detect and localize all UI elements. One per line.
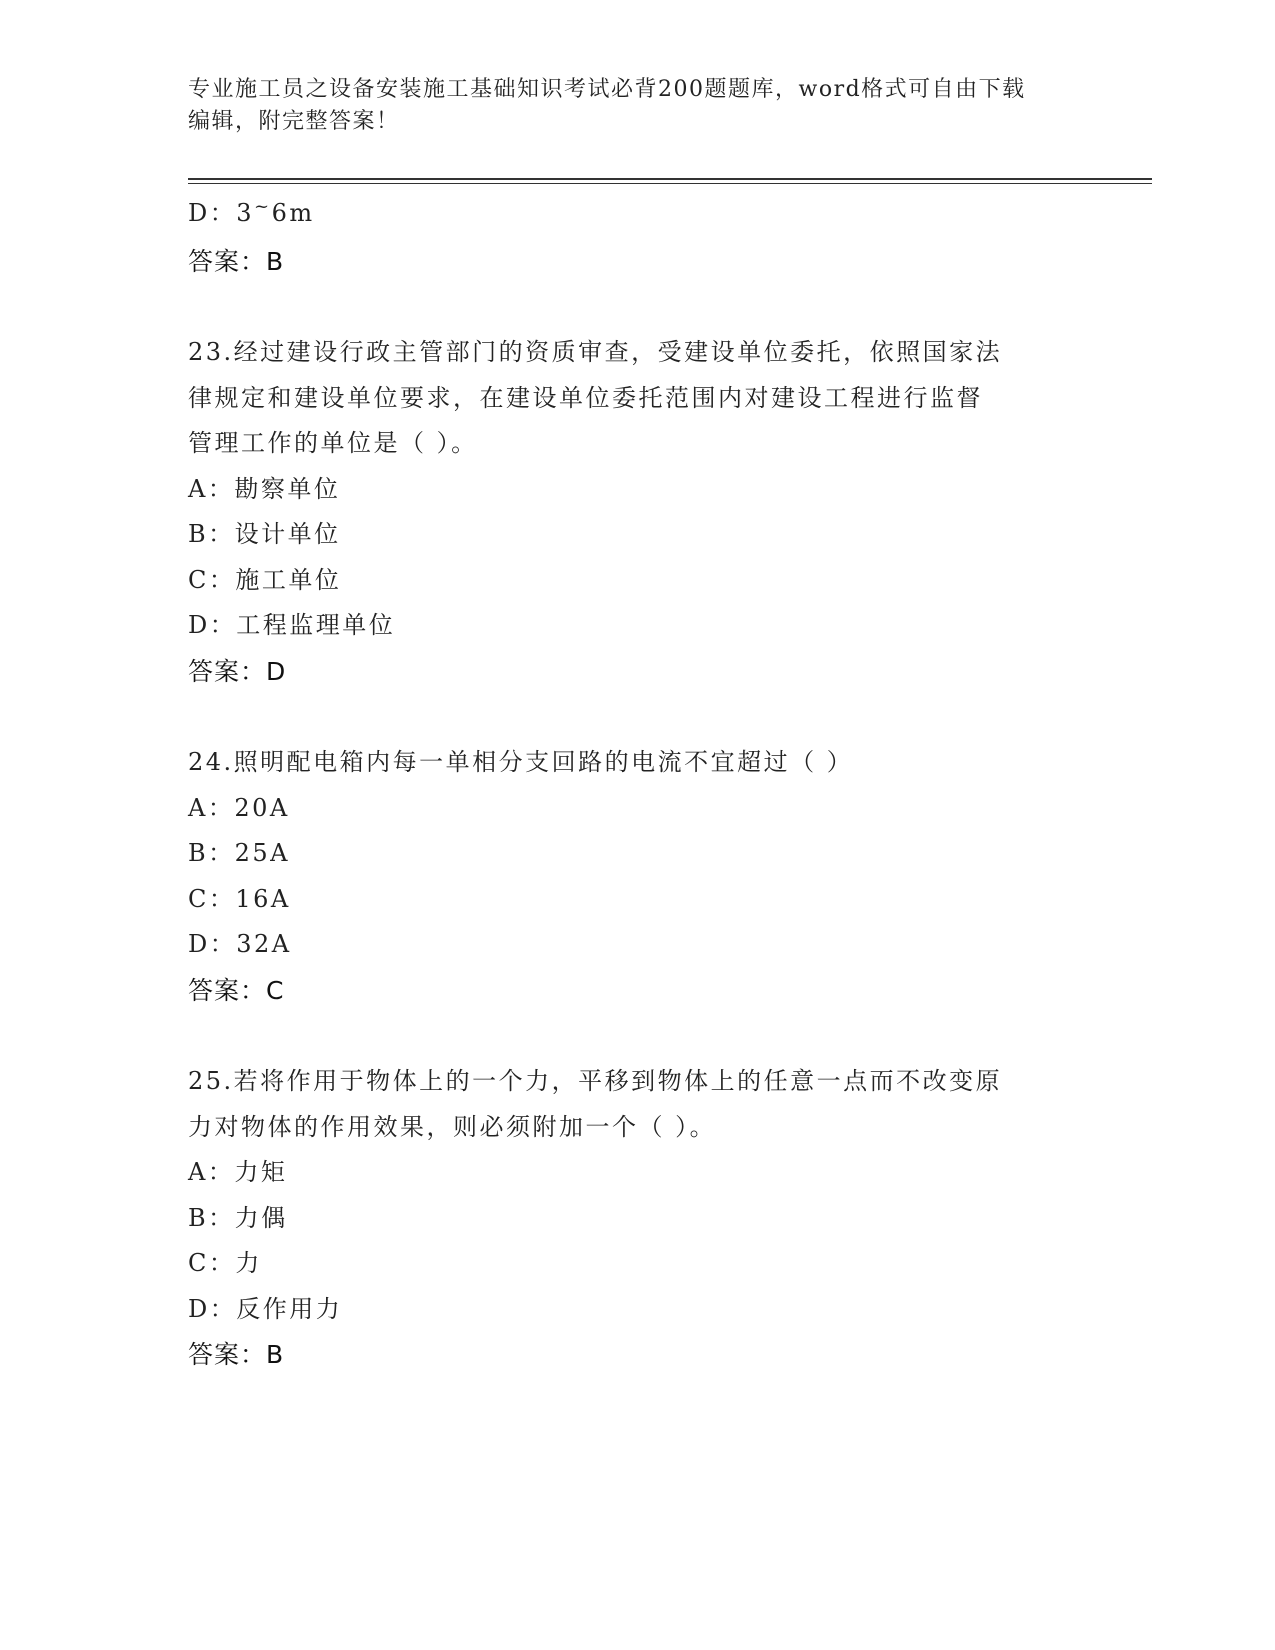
option-d: D：工程监理单位 [188, 611, 396, 639]
header-title-line1: 专业施工员之设备安装施工基础知识考试必背200题题库，word格式可自由下载 [188, 77, 1026, 102]
question-stem-line: 律规定和建设单位要求，在建设单位委托范围内对建设工程进行监督 [188, 383, 983, 412]
question-23 [188, 330, 1088, 694]
question-stem-line: 力对物体的作用效果，则必须附加一个（ ）。 [188, 1112, 717, 1141]
question-stem-line: 23.经过建设行政主管部门的资质审查，受建设单位委托，依照国家法 [188, 338, 1003, 366]
option-a: A：勘察单位 [188, 474, 341, 503]
question-24 [188, 740, 1088, 1013]
option-d: D：32A [188, 930, 292, 958]
header-title-line2: 编辑，附完整答案！ [188, 109, 400, 134]
question-25 [188, 1059, 1088, 1378]
header-divider-thick [188, 178, 1152, 180]
option-d [188, 191, 1088, 239]
question-list [188, 191, 1088, 1378]
option-c: C：力 [188, 1249, 262, 1277]
option-b: B：力偶 [188, 1203, 288, 1232]
option-a: A：力矩 [188, 1158, 288, 1186]
question-stem-line: 25.若将作用于物体上的一个力，平移到物体上的任意一点而不改变原 [188, 1067, 1003, 1095]
option-b: B：设计单位 [188, 520, 341, 548]
option-a: A：20A [188, 793, 290, 822]
header-divider-thin [188, 183, 1152, 184]
option-d-suffix: 6m [271, 199, 315, 227]
option-c: C：16A [188, 884, 291, 913]
question-stem-line: 管理工作的单位是（ ）。 [188, 429, 478, 457]
option-b: B：25A [188, 839, 291, 867]
range-tilde: ~ [254, 196, 272, 217]
document-header [188, 74, 1088, 138]
previous-question-tail [188, 191, 1088, 284]
answer-line: 答案：B [188, 246, 285, 276]
question-stem-line: 24.照明配电箱内每一单相分支回路的电流不宜超过（ ） [188, 748, 854, 776]
answer-line: 答案：D [188, 656, 287, 686]
answer-line: 答案：B [188, 1340, 285, 1369]
option-c: C：施工单位 [188, 565, 342, 594]
answer-line: 答案：C [188, 975, 285, 1005]
option-d-prefix: D：3 [188, 199, 255, 227]
option-d: D：反作用力 [188, 1294, 343, 1323]
